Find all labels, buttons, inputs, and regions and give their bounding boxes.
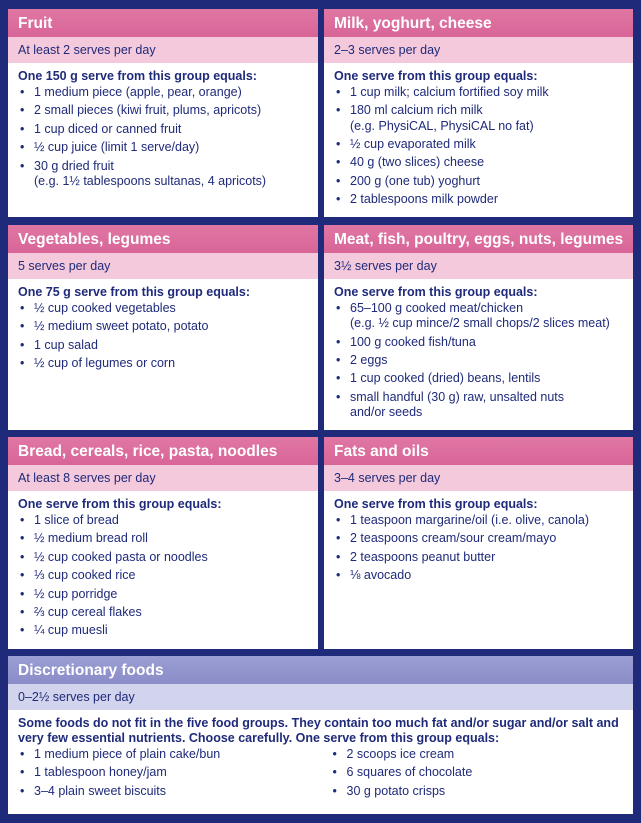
list-item: • 6 squares of chocolate (331, 765, 630, 780)
list-item (334, 103, 629, 133)
list-item: • 2 small pieces (kiwi fruit, plums, apricots) (18, 103, 314, 118)
list-item: • ½ medium sweet potato, potato (18, 319, 314, 334)
bread-lead: One serve from this group equals: (18, 497, 222, 511)
fats-card (324, 437, 633, 649)
fruit-list (8, 85, 318, 189)
bread-card (8, 437, 318, 649)
list-item: • 1 cup cooked (dried) beans, lentils (334, 371, 629, 386)
milk-title: Milk, yoghurt, cheese (324, 9, 633, 37)
list-item (334, 301, 629, 331)
list-item: • 2 scoops ice cream (331, 747, 630, 762)
vegetables-title: Vegetables, legumes (8, 225, 318, 253)
list-item: • 100 g cooked fish/tuna (334, 335, 629, 350)
meat-title: Meat, fish, poultry, eggs, nuts, legumes (324, 225, 633, 253)
milk-serves: 2–3 serves per day (324, 37, 633, 63)
milk-card (324, 9, 633, 217)
list-item: • ½ cup juice (limit 1 serve/day) (18, 140, 314, 155)
list-item: • 2 teaspoons peanut butter (334, 550, 629, 565)
list-item: • ⅛ avocado (334, 568, 629, 583)
list-item: • ½ cup cooked pasta or noodles (18, 550, 314, 565)
list-item-detail: and/or seeds (350, 404, 423, 419)
list-item: • ⅓ cup cooked rice (18, 568, 314, 583)
list-item: • 1 medium piece (apple, pear, orange) (18, 85, 314, 100)
list-item: • 1 cup diced or canned fruit (18, 122, 314, 137)
fruit-serves: At least 2 serves per day (8, 37, 318, 63)
bread-title: Bread, cereals, rice, pasta, noodles (8, 437, 318, 465)
list-item: • ½ cup evaporated milk (334, 137, 629, 152)
list-item (18, 159, 314, 189)
fats-lead: One serve from this group equals: (334, 497, 538, 511)
list-item: • 30 g potato crisps (331, 784, 630, 799)
list-item: • 2 tablespoons milk powder (334, 192, 629, 207)
discretionary-lead: Some foods do not fit in the five food groups. They contain too much fat and/or sugar and/or salt and very few essential nutrients. Choose carefully. One serve from this group equals: (18, 716, 619, 745)
vegetables-lead: One 75 g serve from this group equals: (18, 285, 251, 299)
discretionary-card (8, 656, 633, 814)
list-item-detail: (e.g. 1½ tablespoons sultanas, 4 apricots) (34, 173, 267, 188)
fruit-lead: One 150 g serve from this group equals: (18, 69, 257, 83)
list-item: • 2 eggs (334, 353, 629, 368)
discretionary-serves: 0–2½ serves per day (8, 684, 633, 710)
discretionary-title: Discretionary foods (8, 656, 633, 684)
list-item: • 2 teaspoons cream/sour cream/mayo (334, 531, 629, 546)
vegetables-card (8, 225, 318, 430)
list-item-text: small handful (30 g) raw, unsalted nuts (350, 389, 565, 404)
fats-serves: 3–4 serves per day (324, 465, 633, 491)
discretionary-list-right (321, 747, 634, 802)
list-item: • 1 tablespoon honey/jam (18, 765, 317, 780)
list-item: • 1 cup milk; calcium fortified soy milk (334, 85, 629, 100)
milk-list (324, 85, 633, 207)
list-item: • ½ cup porridge (18, 587, 314, 602)
list-item-text: 65–100 g cooked meat/chicken (350, 301, 524, 315)
list-item-text: 30 g dried fruit (34, 158, 114, 173)
list-item: • ½ cup of legumes or corn (18, 356, 314, 371)
fats-list (324, 513, 633, 583)
list-item: • 1 teaspoon margarine/oil (i.e. olive, canola) (334, 513, 629, 528)
vegetables-list (8, 301, 318, 371)
discretionary-columns (8, 747, 633, 802)
list-item: • ⅔ cup cereal flakes (18, 605, 314, 620)
list-item: • 200 g (one tub) yoghurt (334, 174, 629, 189)
bread-serves: At least 8 serves per day (8, 465, 318, 491)
list-item-detail: (e.g. ½ cup mince/2 small chops/2 slices meat) (350, 316, 610, 331)
discretionary-list-left (8, 747, 321, 802)
list-item: • 3–4 plain sweet biscuits (18, 784, 317, 799)
list-item: • 40 g (two slices) cheese (334, 155, 629, 170)
meat-card (324, 225, 633, 430)
list-item: • ½ cup cooked vegetables (18, 301, 314, 316)
list-item: • ½ medium bread roll (18, 531, 314, 546)
list-item: • ¼ cup muesli (18, 623, 314, 638)
vegetables-serves: 5 serves per day (8, 253, 318, 279)
bread-list (8, 513, 318, 639)
list-item: • 1 medium piece of plain cake/bun (18, 747, 317, 762)
fats-title: Fats and oils (324, 437, 633, 465)
list-item: • 1 slice of bread (18, 513, 314, 528)
list-item (334, 390, 629, 420)
fruit-card (8, 9, 318, 217)
meat-list (324, 301, 633, 420)
meat-lead: One serve from this group equals: (334, 285, 538, 299)
milk-lead: One serve from this group equals: (334, 69, 538, 83)
meat-serves: 3½ serves per day (324, 253, 633, 279)
list-item-text: 180 ml calcium rich milk (350, 103, 483, 118)
list-item-detail: (e.g. PhysiCAL, PhysiCAL no fat) (350, 118, 534, 133)
fruit-title: Fruit (8, 9, 318, 37)
list-item: • 1 cup salad (18, 338, 314, 353)
